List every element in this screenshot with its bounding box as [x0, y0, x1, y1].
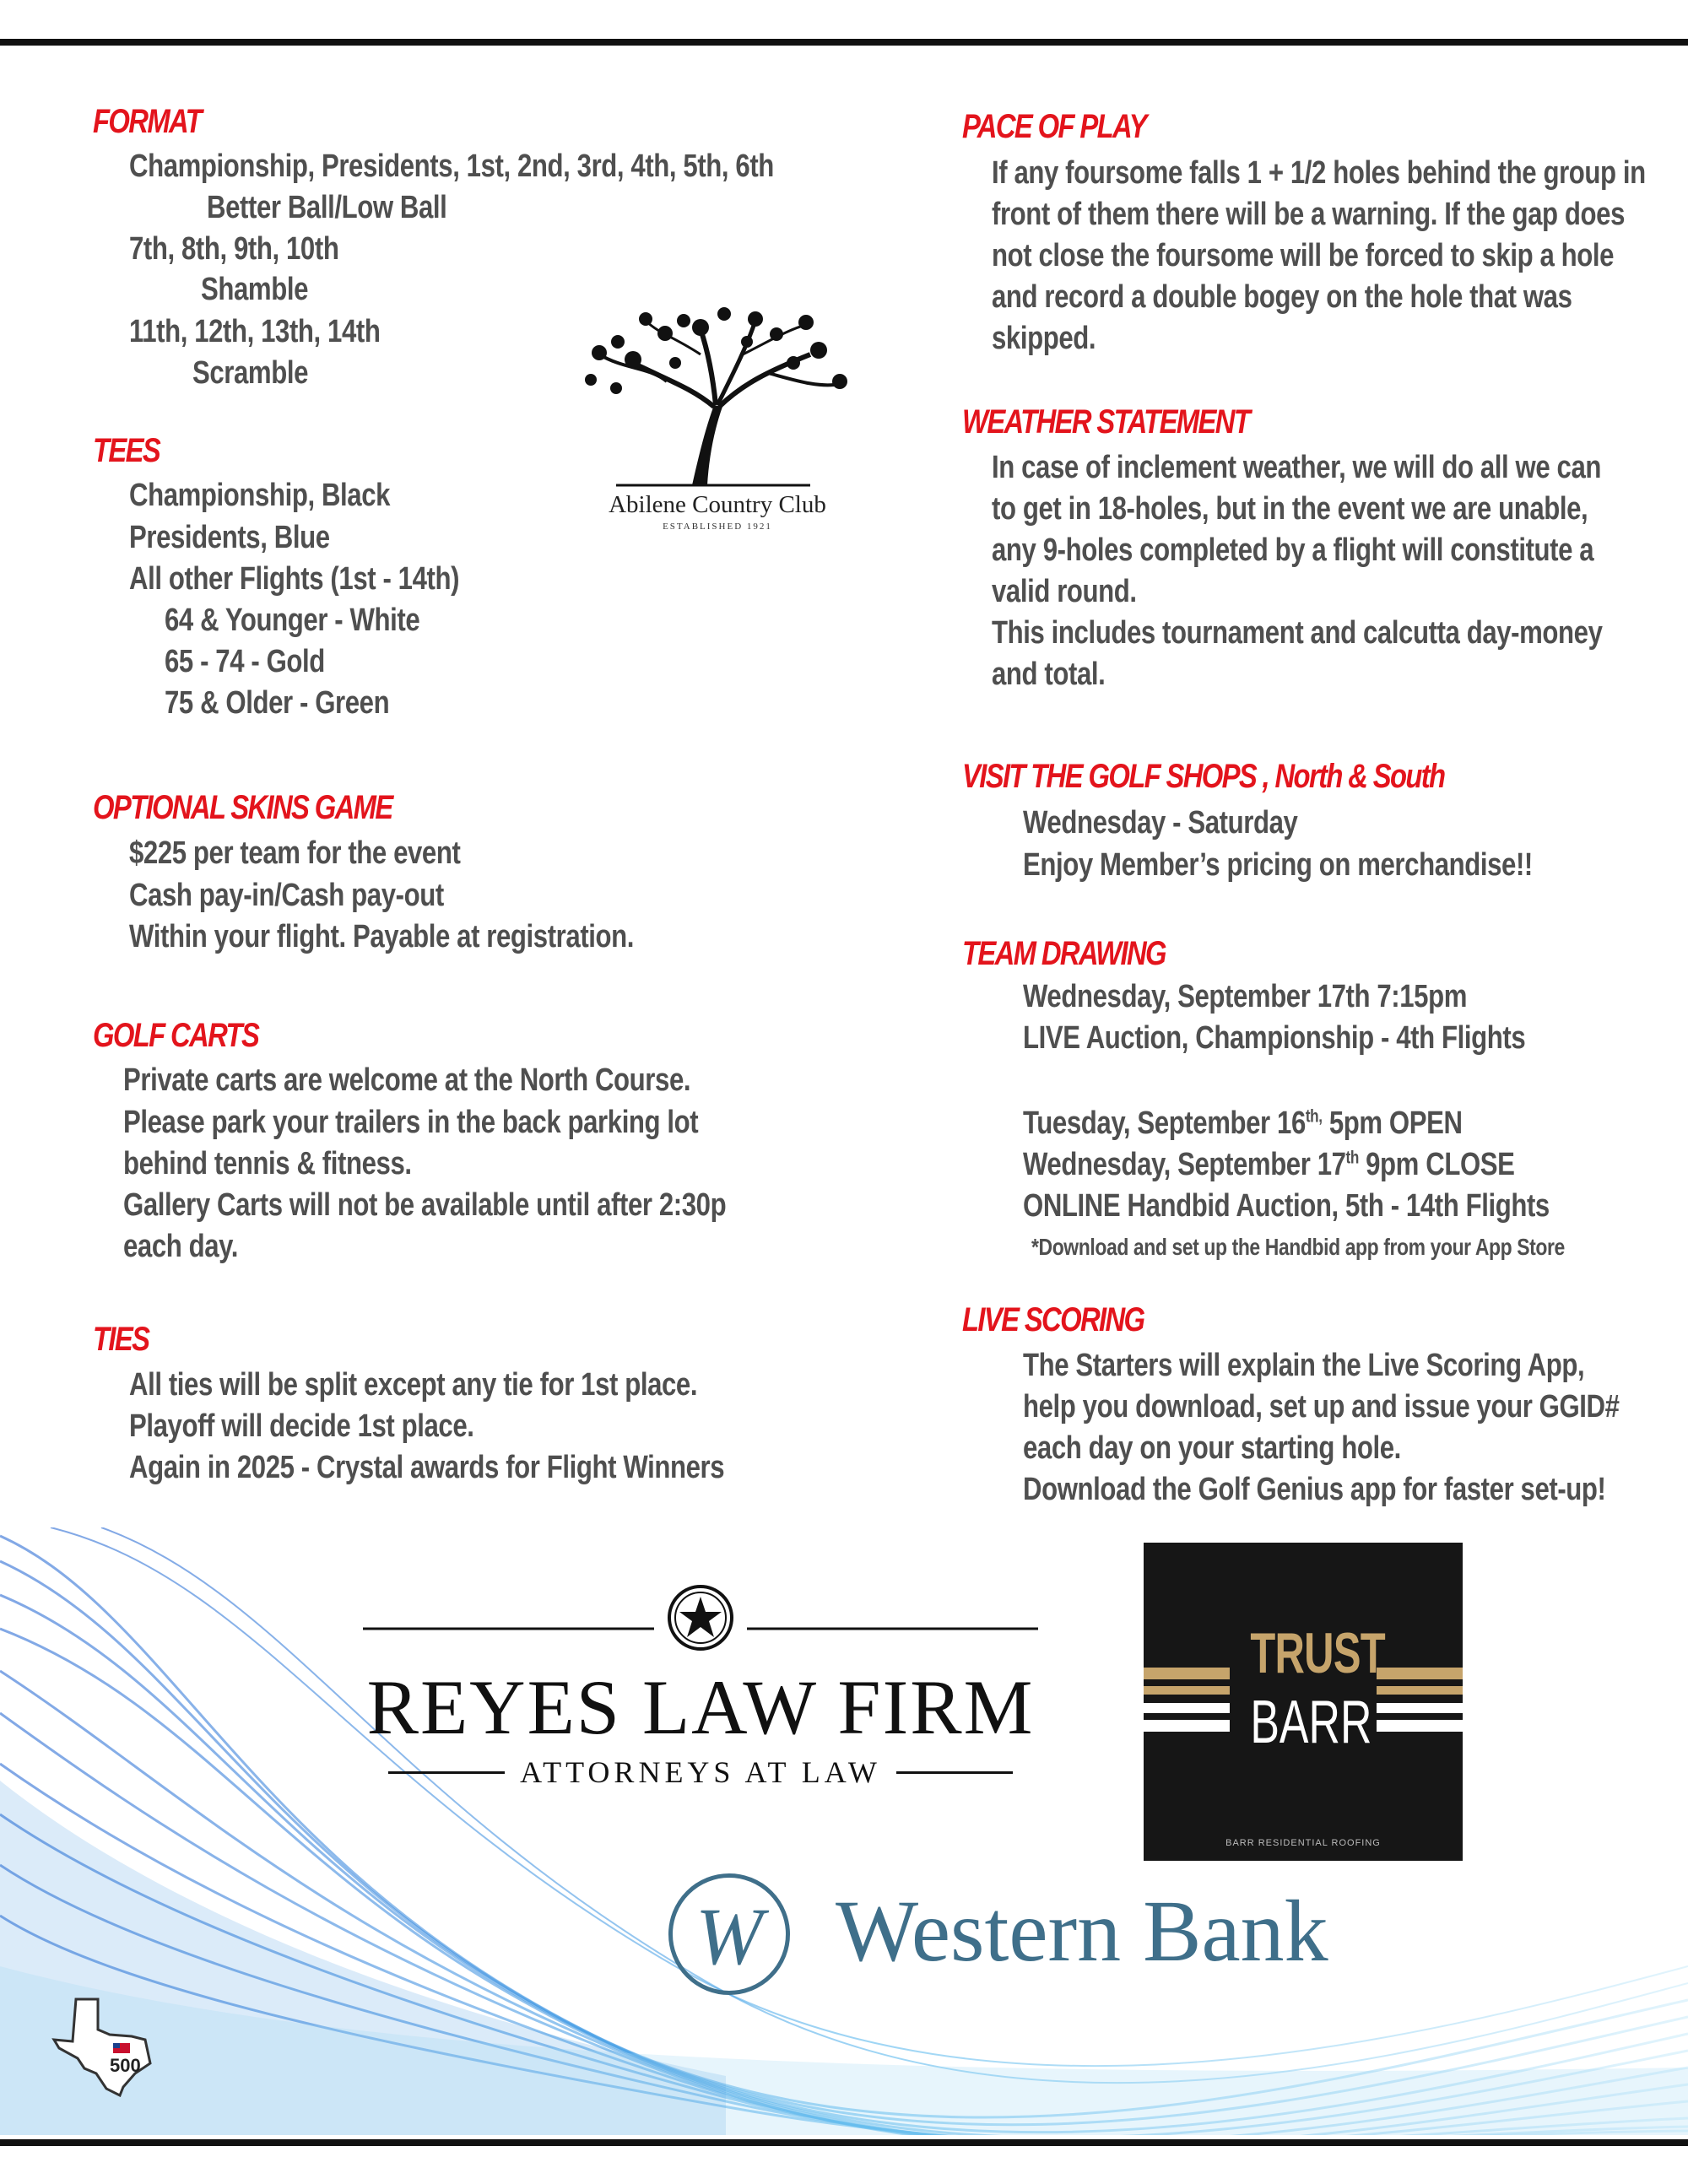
tees-line: 75 & Older - Green: [165, 685, 390, 721]
weather-line: In case of inclement weather, we will do all we can: [992, 450, 1601, 485]
reyes-law-name: REYES LAW FIRM: [366, 1664, 1035, 1750]
divider: [896, 1771, 1013, 1774]
trust-barr-logo: [1144, 1543, 1463, 1861]
club-established: ESTABLISHED 1921: [663, 522, 772, 532]
weather-line: any 9-holes completed by a flight will constitute a: [992, 532, 1594, 568]
weather-title: WEATHER STATEMENT: [962, 403, 1250, 441]
tees-line: 64 & Younger - White: [165, 603, 420, 638]
scoring-line: Download the Golf Genius app for faster set-up!: [1023, 1472, 1606, 1507]
scoring-line: each day on your starting hole.: [1023, 1430, 1401, 1466]
format-line: Shamble: [201, 272, 309, 307]
shops-title: VISIT THE GOLF SHOPS , North & South: [962, 758, 1445, 795]
shops-line: Enjoy Member’s pricing on merchandise!!: [1023, 847, 1533, 883]
drawing-time: 9pm CLOSE: [1358, 1147, 1515, 1182]
drawing-date-suffix: th: [1345, 1148, 1359, 1168]
drawing-note: *Download and set up the Handbid app from your App Store: [1031, 1234, 1565, 1260]
skins-title: OPTIONAL SKINS GAME: [93, 789, 392, 826]
format-line: Championship, Presidents, 1st, 2nd, 3rd, 4th, 5th, 6th: [129, 149, 774, 184]
pace-line: skipped.: [992, 321, 1096, 356]
carts-line: each day.: [123, 1229, 239, 1264]
drawing-time: 5pm OPEN: [1322, 1106, 1463, 1141]
club-logo: [565, 304, 852, 536]
reyes-law-tagline: ATTORNEYS AT LAW: [520, 1755, 881, 1789]
carts-line: Please park your trailers in the back parking lot: [123, 1105, 699, 1140]
scoring-line: The Starters will explain the Live Scoring App,: [1023, 1348, 1585, 1383]
weather-line: to get in 18-holes, but in the event we are unable,: [992, 491, 1588, 527]
bottom-rule: [0, 2139, 1688, 2146]
drawing-line: LIVE Auction, Championship - 4th Flights: [1023, 1020, 1526, 1056]
scoring-line: help you download, set up and issue your GGID#: [1023, 1389, 1620, 1424]
format-line: Scramble: [192, 355, 309, 391]
drawing-date: Tuesday, September 16: [1023, 1106, 1306, 1141]
shops-line: Wednesday - Saturday: [1023, 805, 1298, 841]
carts-title: GOLF CARTS: [93, 1017, 259, 1054]
pace-line: If any foursome falls 1 + 1/2 holes behind the group in: [992, 155, 1646, 191]
weather-line: This includes tournament and calcutta day-money: [992, 615, 1603, 651]
w-monogram-icon: [668, 1873, 790, 1995]
western-bank-logo: [667, 1869, 1393, 1996]
carts-line: Private carts are welcome at the North Course.: [123, 1062, 691, 1098]
western-bank-name: Western Bank: [836, 1883, 1328, 1980]
drawing-date-suffix: th,: [1305, 1106, 1323, 1127]
drawing-title: TEAM DRAWING: [962, 935, 1166, 972]
format-line: 7th, 8th, 9th, 10th: [129, 231, 339, 267]
reyes-law-tagline-row: [388, 1755, 1013, 1789]
ties-line: Playoff will decide 1st place.: [129, 1408, 474, 1444]
tees-line: All other Flights (1st - 14th): [129, 561, 460, 597]
format-title: FORMAT: [93, 103, 202, 140]
barr-word: BARR: [1250, 1689, 1372, 1756]
ties-line: Again in 2025 - Crystal awards for Flight Winners: [129, 1450, 725, 1485]
pace-line: not close the foursome will be forced to skip a hole: [992, 238, 1615, 273]
star-emblem-icon: [321, 1578, 1080, 1662]
divider: [388, 1771, 505, 1774]
carts-line: behind tennis & fitness.: [123, 1146, 412, 1181]
trust-word: TRUST: [1250, 1621, 1385, 1685]
drawing-date: Wednesday, September 17: [1023, 1147, 1346, 1182]
club-name: Abilene Country Club: [609, 491, 826, 518]
format-line: 11th, 12th, 13th, 14th: [129, 314, 381, 349]
carts-line: Gallery Carts will not be available until after 2:30p: [123, 1187, 727, 1223]
format-line: Better Ball/Low Ball: [207, 190, 447, 225]
tees-line: Presidents, Blue: [129, 520, 330, 555]
scoring-title: LIVE SCORING: [962, 1301, 1144, 1338]
texas-badge: [51, 1996, 160, 2097]
ties-title: TIES: [93, 1321, 149, 1358]
drawing-line: [1023, 1106, 1463, 1142]
weather-line: and total.: [992, 657, 1106, 692]
skins-line: Within your flight. Payable at registration.: [129, 919, 635, 954]
weather-line: valid round.: [992, 574, 1137, 609]
trust-barr-small: BARR RESIDENTIAL ROOFING: [1225, 1838, 1381, 1848]
tree-icon: [565, 304, 852, 489]
pace-title: PACE OF PLAY: [962, 108, 1146, 145]
tees-title: TEES: [93, 432, 160, 469]
drawing-line: ONLINE Handbid Auction, 5th - 14th Flights: [1023, 1188, 1550, 1224]
ties-line: All ties will be split except any tie for 1st place.: [129, 1367, 698, 1403]
drawing-line: [1023, 1147, 1515, 1183]
pace-line: and record a double bogey on the hole that was: [992, 279, 1572, 315]
skins-line: $225 per team for the event: [129, 835, 461, 871]
w-monogram: W: [695, 1891, 763, 1981]
top-rule: [0, 39, 1688, 46]
skins-line: Cash pay-in/Cash pay-out: [129, 878, 444, 913]
pace-line: front of them there will be a warning. If the gap does: [992, 197, 1626, 232]
tees-line: 65 - 74 - Gold: [165, 644, 325, 679]
texas-badge-text: 500: [110, 2055, 141, 2076]
tees-line: Championship, Black: [129, 478, 391, 513]
drawing-line: Wednesday, September 17th 7:15pm: [1023, 979, 1468, 1014]
reyes-law-logo: [321, 1578, 1080, 1789]
texas-outline-icon: [51, 1996, 160, 2097]
